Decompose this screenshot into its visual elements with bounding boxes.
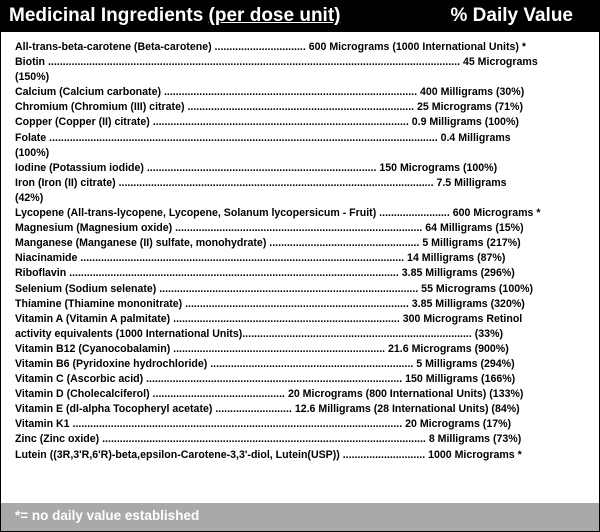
ingredient-row: Niacinamide .............................................................................................................. 14 Milligrams (87%) <box>15 252 506 265</box>
title-prefix: Medicinal Ingredients <box>9 5 209 26</box>
footer-bar <box>1 503 599 531</box>
daily-value-heading: % Daily Value <box>450 5 573 26</box>
ingredient-row: Selenium (Sodium selenate) ........................................................................................ 55 Micrograms (100%) <box>15 282 534 295</box>
ingredient-row: Chromium (Chromium (III) citrate) ............................................................................. 25 Micrograms (71%) <box>15 101 524 114</box>
footnote: *= no daily value established <box>15 508 200 523</box>
ingredient-row: Riboflavin ................................................................................................................ 3.85 Milligrams (296%) <box>15 267 515 280</box>
ingredient-row: Lutein ((3R,3'R,6'R)-beta,epsilon-Carotene-3,3'-diol, Lutein(USP)) ............................ 1000 Micrograms * <box>15 448 522 461</box>
ingredient-row: Iodine (Potassium iodide) .............................................................................. 150 Micrograms (100%) <box>15 161 498 174</box>
header-bar <box>1 1 599 32</box>
ingredient-row: Iron (Iron (II) citrate) ........................................................................................................... 7.5 Milligrams <box>15 176 507 189</box>
ingredient-row: Folate .................................................................................................................................... 0.4 Milligrams <box>15 131 511 144</box>
ingredient-row: (42%) <box>15 191 44 204</box>
ingredient-row: Vitamin B6 (Pyridoxine hydrochloride) ..................................................................... 5 Milligrams (294%) <box>15 357 515 370</box>
ingredient-row: Vitamin K1 ................................................................................................................ 20 Micrograms (17%) <box>15 418 512 431</box>
ingredient-row: All-trans-beta-carotene (Beta-carotene) ............................... 600 Micrograms (1000 International Units) * <box>15 41 526 53</box>
ingredient-row: Lycopene (All-trans-lycopene, Lycopene, Solanum lycopersicum - Fruit) ........................ 600 Micrograms * <box>15 207 541 220</box>
ingredient-row: (150%) <box>15 71 50 84</box>
ingredient-row: Biotin ............................................................................................................................................ 45 Micrograms <box>15 56 538 69</box>
ingredient-row: Vitamin C (Ascorbic acid) ....................................................................................... 150 Milligrams (166%) <box>15 373 516 386</box>
ingredient-row: Vitamin A (Vitamin A palmitate) ............................................................................. 300 Micrograms Retinol <box>15 312 523 325</box>
ingredient-row: activity equivalents (1000 International Units).............................................................................. (33%) <box>15 327 504 340</box>
ingredient-row: Magnesium (Magnesium oxide) .................................................................................... 64 Milligrams (15%) <box>15 222 524 235</box>
ingredient-row: Manganese (Manganese (II) sulfate, monohydrate) ................................................... 5 Milligrams (217%) <box>15 237 521 250</box>
ingredient-row: Copper (Copper (II) citrate) ....................................................................................... 0.9 Milligrams (100%) <box>15 116 519 129</box>
ingredient-list <box>15 40 593 463</box>
ingredient-row: Vitamin D (Cholecalciferol) ............................................. 20 Micrograms (800 International Units) (133%) <box>15 388 524 401</box>
ingredient-row: Zinc (Zinc oxide) .............................................................................................................. 8 Milligrams (73%) <box>15 433 522 446</box>
ingredient-row: Thiamine (Thiamine mononitrate) ............................................................................ 3.85 Milligrams (320%) <box>15 297 525 310</box>
ingredient-row: Vitamin B12 (Cyanocobalamin) ........................................................................ 21.6 Micrograms (900%) <box>15 342 509 355</box>
ingredient-row: Calcium (Calcium carbonate) ...................................................................................... 400 Milligrams (30%) <box>15 86 525 99</box>
ingredients-title <box>9 5 341 27</box>
ingredient-row: (100%) <box>15 146 50 159</box>
title-per-dose: (per dose unit) <box>208 5 341 26</box>
ingredient-row: Vitamin E (dl-alpha Tocopheryl acetate) .......................... 12.6 Milligrams (28 International Units) (84%) <box>15 403 520 416</box>
